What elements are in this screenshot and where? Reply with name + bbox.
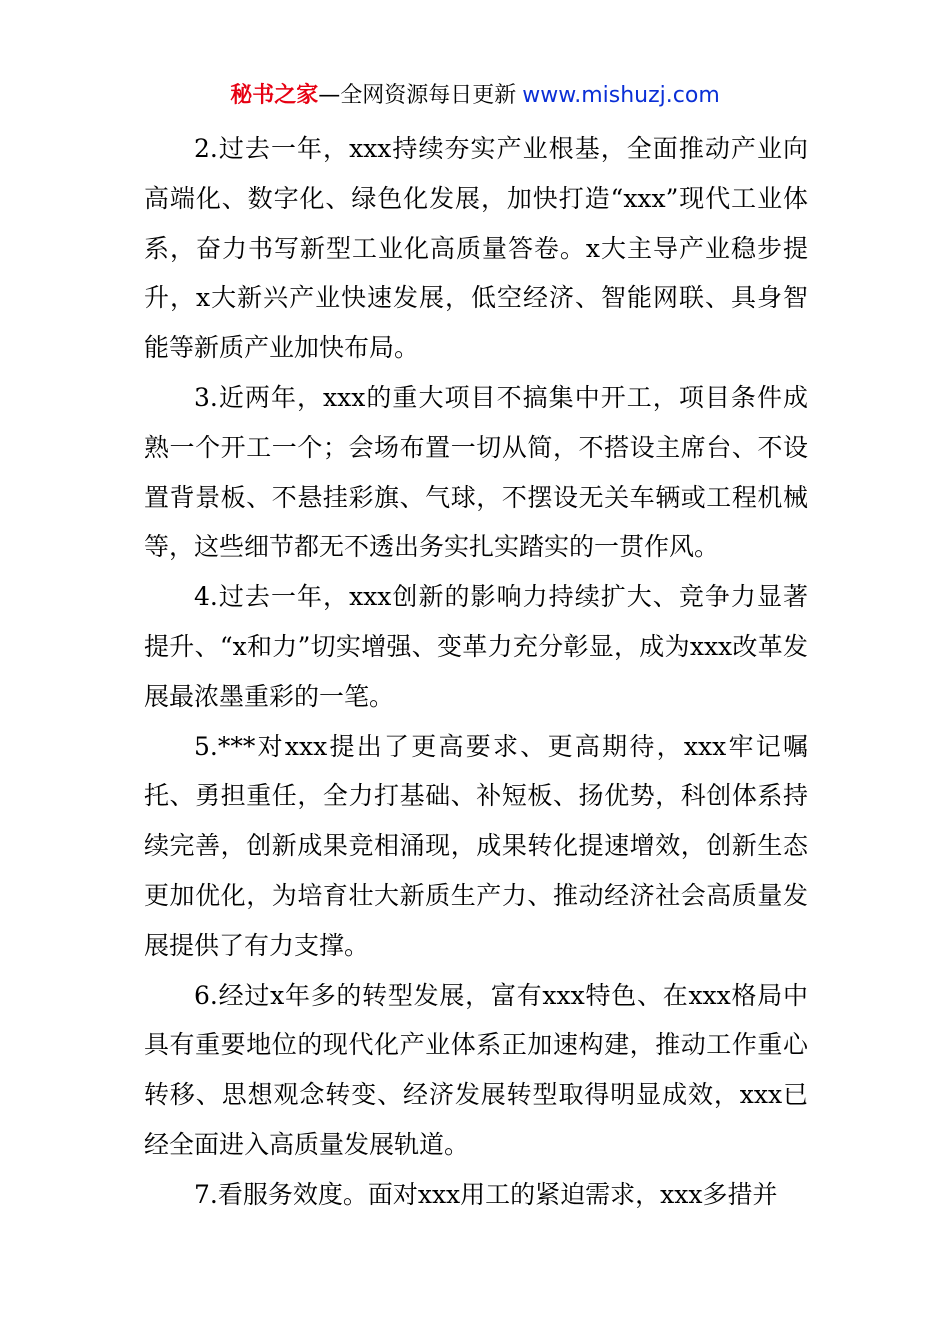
site-brand: 秘书之家 [230, 83, 319, 108]
document-body [144, 124, 808, 1220]
site-header [0, 80, 950, 112]
paragraph-5: 5.***对xxx提出了更高要求、更高期待，xxx牢记嘱托、勇担重任，全力打基础、补短板、扬优势，科创体系持续完善，创新成果竞相涌现，成果转化提速增效，创新生态更加优化，为培育壮大新质生产力、推动经济社会高质量发展提供了有力支撑。 [144, 731, 808, 960]
paragraph-2: 2.过去一年，xxx持续夯实产业根基，全面推动产业向高端化、数字化、绿色化发展，加快打造“xxx”现代工业体系，奋力书写新型工业化高质量答卷。x大主导产业稳步提升，x大新兴产业快速发展，低空经济、智能网联、具身智能等新质产业加快布局。 [144, 134, 808, 363]
paragraph-6: 6.经过x年多的转型发展，富有xxx特色、在xxx格局中具有重要地位的现代化产业体系正加速构建，推动工作重心转移、思想观念转变、经济发展转型取得明显成效，xxx已经全面进入高质量发展轨道。 [144, 980, 808, 1159]
paragraph-7: 7.看服务效度。面对xxx用工的紧迫需求，xxx多措并 [194, 1179, 778, 1209]
site-tagline: —全网资源每日更新 [318, 83, 517, 108]
paragraph-3: 3.近两年，xxx的重大项目不搞集中开工，项目条件成熟一个开工一个；会场布置一切从简，不搭设主席台、不设置背景板、不悬挂彩旗、气球，不摆设无关车辆或工程机械等，这些细节都无不透出务实扎实踏实的一贯作风。 [144, 382, 808, 562]
paragraph-4: 4.过去一年，xxx创新的影响力持续扩大、竞争力显著提升、“x和力”切实增强、变革力充分彰显，成为xxx改革发展最浓墨重彩的一笔。 [144, 582, 808, 711]
site-url-link[interactable]: www.mishuzj.com [522, 83, 720, 108]
